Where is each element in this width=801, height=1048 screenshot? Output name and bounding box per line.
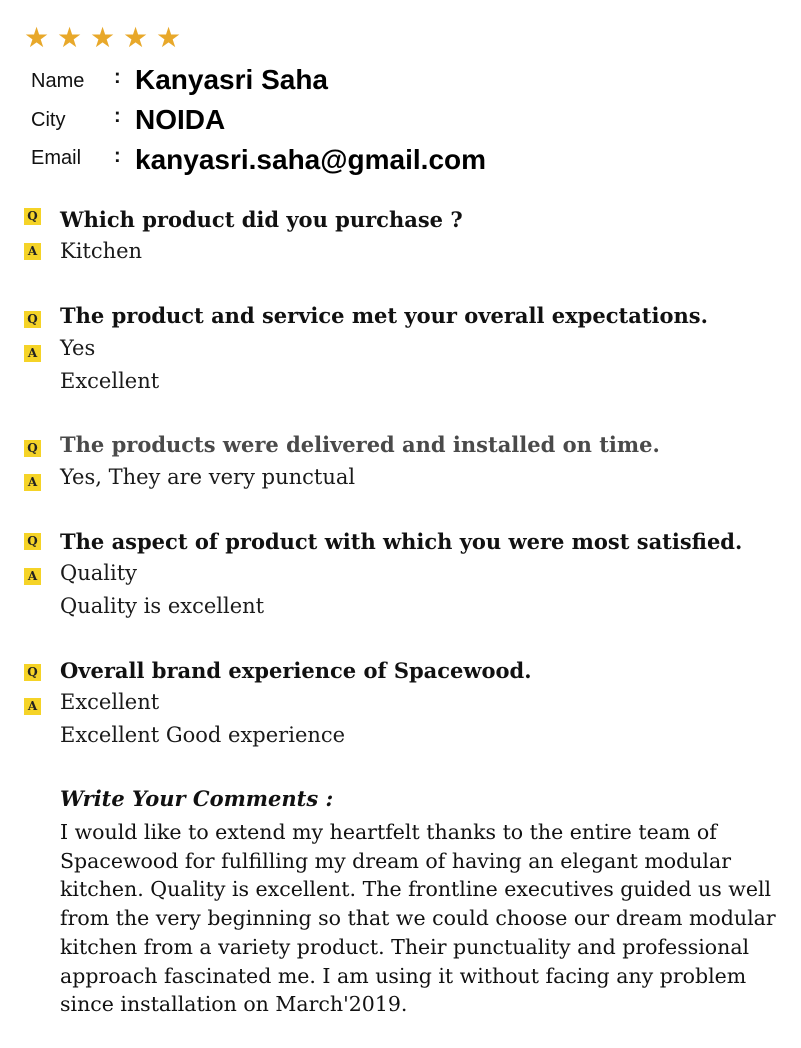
email-label: Email (31, 147, 82, 169)
star-icon: ★ (57, 21, 83, 54)
question-text: The aspect of product with which you were most satisfied. (60, 529, 743, 554)
star-icon: ★ (24, 21, 50, 54)
question-text: Which product did you purchase ? (60, 207, 463, 232)
answer-badge-icon: A (24, 345, 41, 362)
answer-text: Quality (60, 561, 137, 585)
question-text: Overall brand experience of Spacewood. (60, 658, 532, 683)
answer-text: Yes, They are very punctual (60, 465, 356, 489)
city-label: City (31, 109, 66, 131)
answer-badge-icon: A (24, 568, 41, 585)
question-badge-icon: Q (24, 533, 41, 550)
answer-text: Excellent Good experience (60, 723, 346, 747)
comments-title: Write Your Comments : (60, 786, 334, 811)
answer-badge-icon: A (24, 474, 41, 491)
question-text: The product and service met your overall expectations. (60, 303, 708, 328)
star-icon: ★ (156, 21, 182, 54)
city-value: NOIDA (135, 104, 226, 135)
star-icon: ★ (123, 21, 149, 54)
name-colon: : (114, 66, 121, 88)
city-colon: : (114, 105, 121, 127)
question-badge-icon: Q (24, 664, 41, 681)
name-value: Kanyasri Saha (135, 64, 328, 95)
star-icon: ★ (90, 21, 116, 54)
name-label: Name (31, 70, 85, 92)
question-badge-icon: Q (24, 208, 41, 225)
answer-text: Quality is excellent (60, 594, 265, 618)
answer-text: Yes (60, 336, 96, 360)
comments-body: I would like to extend my heartfelt thanks to the entire team of Spacewood for fulfilling my dream of having an elegant modular kitchen. Quality is excellent. The frontline executives guided us well from the very beginning so that we could choose our dream modular kitchen from a variety product. Their punctuality and professional approach fascinated me. I am using it without facing any problem since installation on March'2019. (60, 820, 776, 1017)
question-badge-icon: Q (24, 311, 41, 328)
question-badge-icon: Q (24, 440, 41, 457)
star-rating (24, 20, 189, 56)
answer-text: Kitchen (60, 239, 143, 263)
email-value: kanyasri.saha@gmail.com (135, 144, 487, 175)
answer-text: Excellent (60, 369, 160, 393)
answer-badge-icon: A (24, 698, 41, 715)
question-text: The products were delivered and installed on time. (60, 432, 660, 457)
email-colon: : (114, 145, 121, 167)
answer-text: Excellent (60, 690, 160, 714)
answer-badge-icon: A (24, 243, 41, 260)
